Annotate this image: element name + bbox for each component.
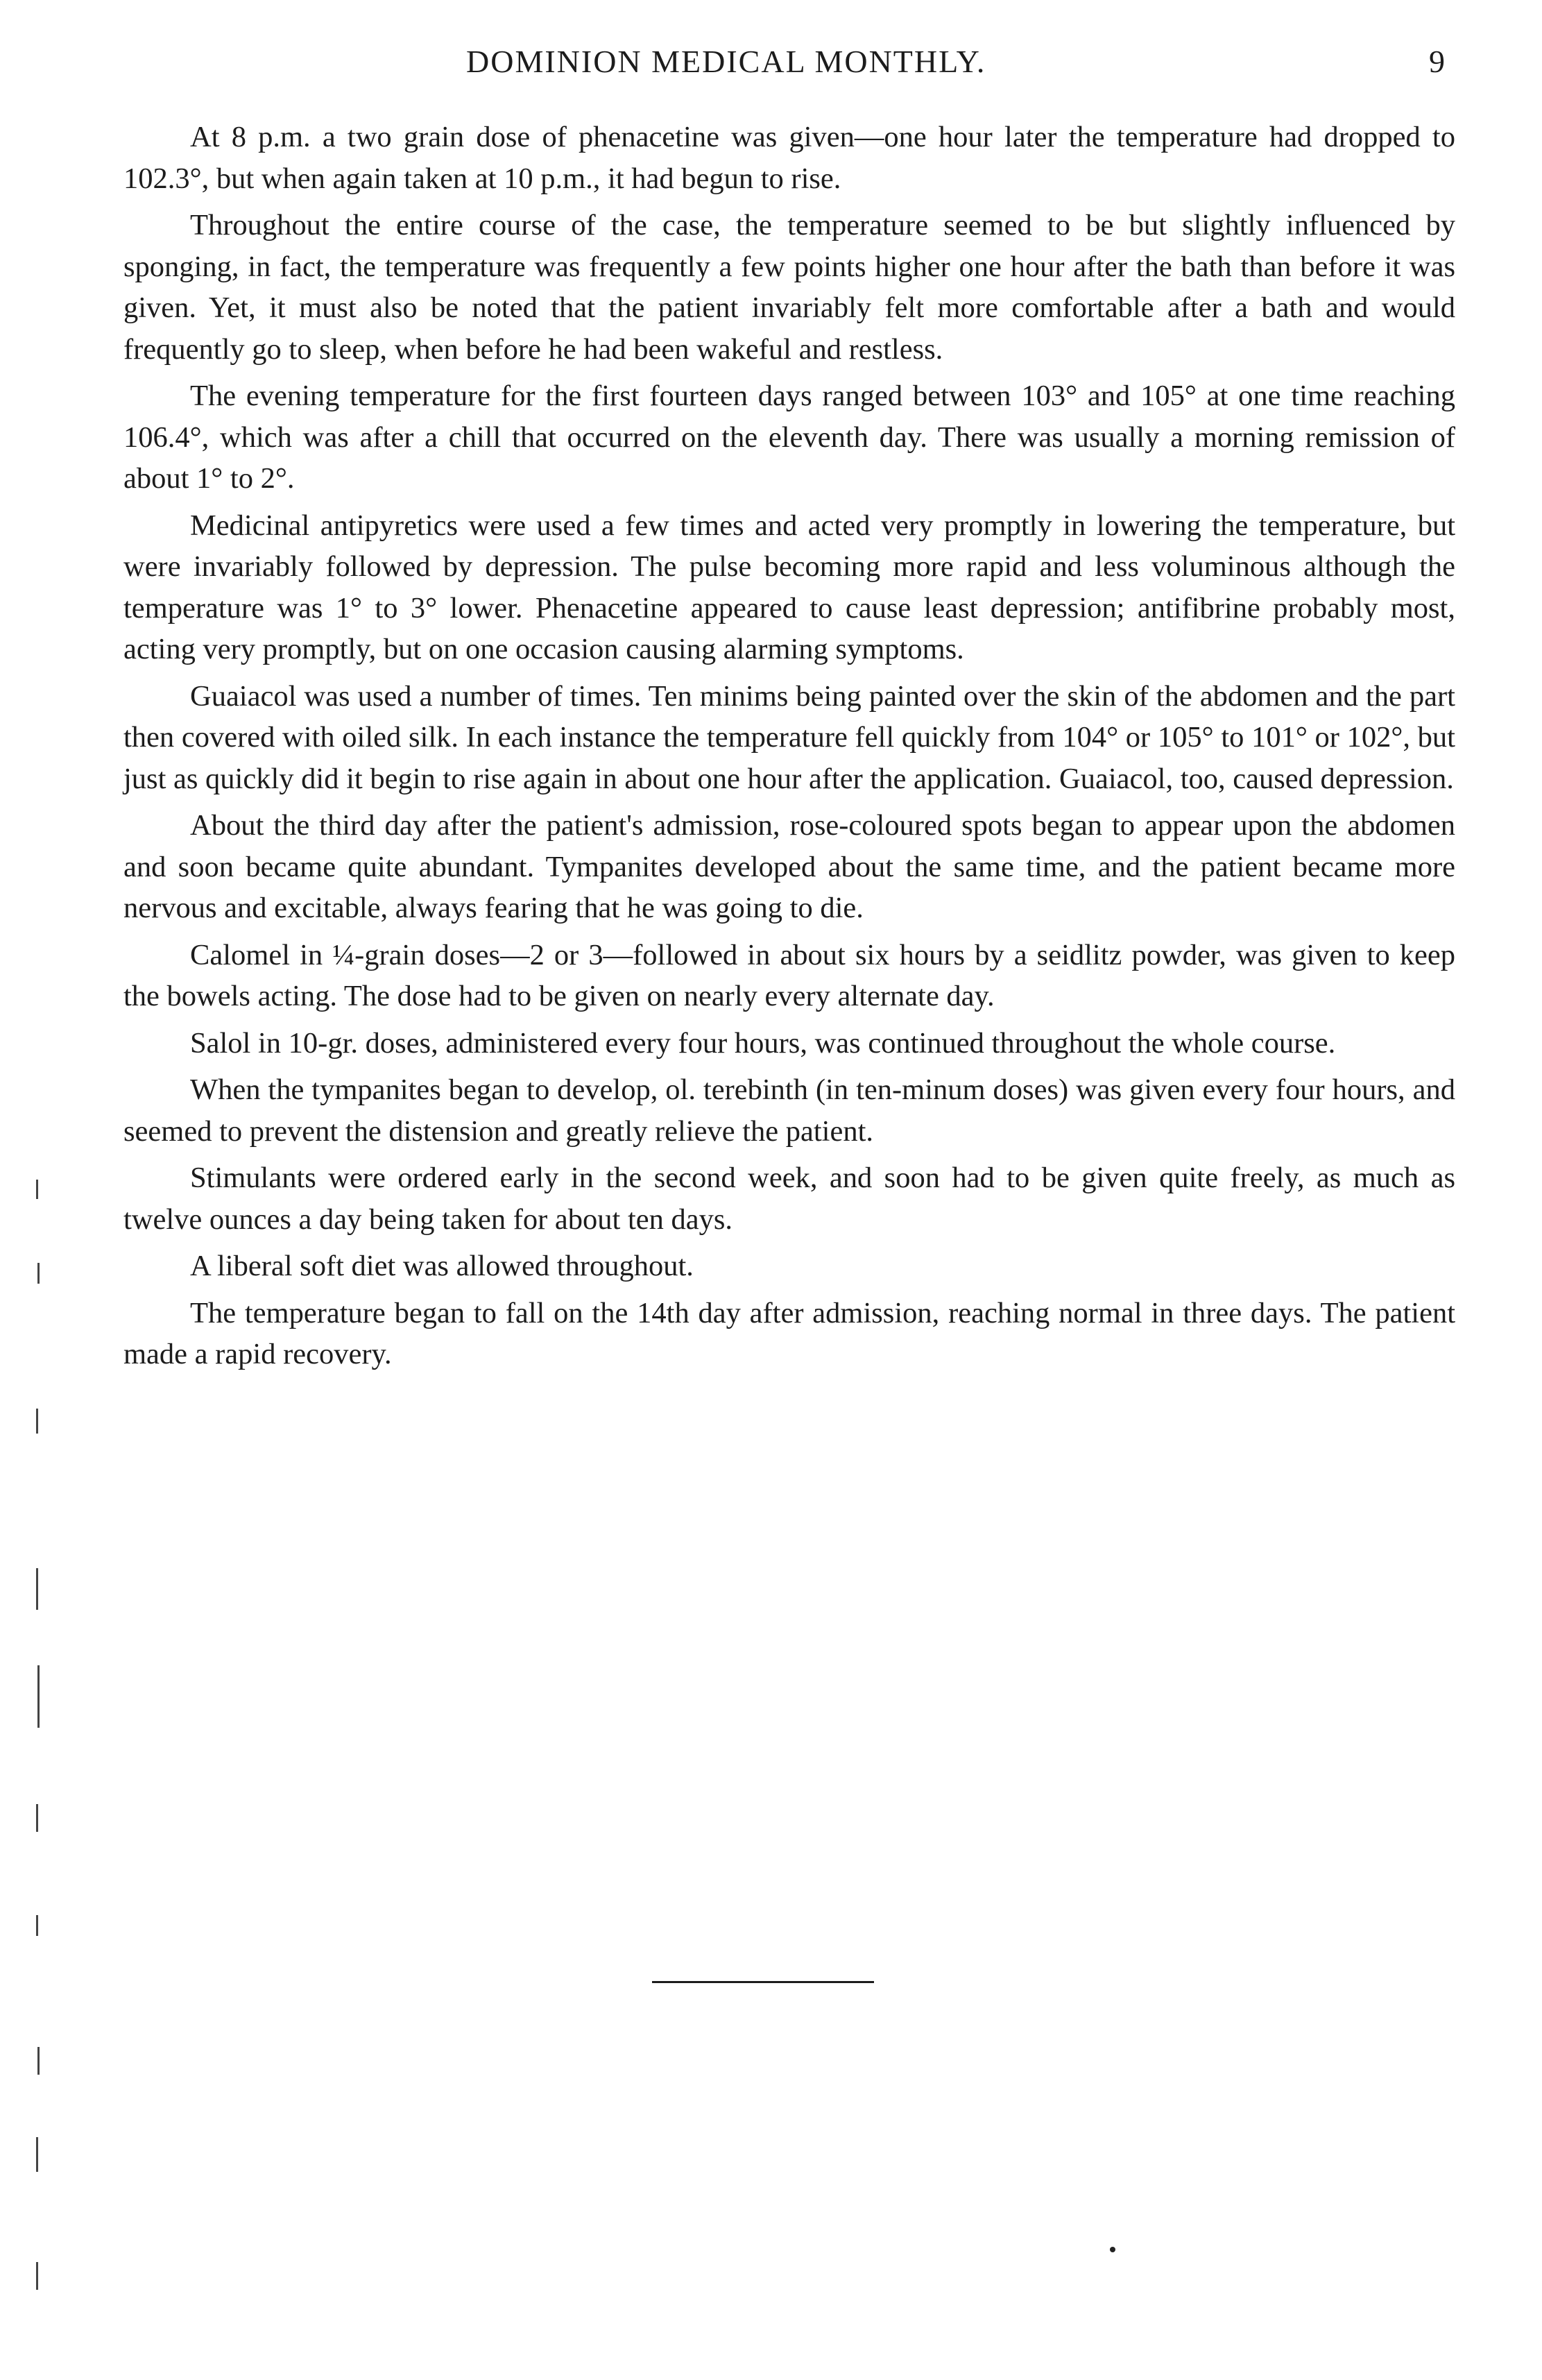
- paragraph: Stimulants were ordered early in the second week, and soon had to be given quite freely, as much as twelve ounces a day being taken for about ten days.: [123, 1162, 1455, 1236]
- article-body: [123, 117, 1455, 1375]
- paragraph: Salol in 10-gr. doses, administered every four hours, was continued throughout the whole course.: [190, 1026, 1336, 1060]
- paragraph: About the third day after the patient's admission, rose-coloured spots began to appear upon the abdomen and soon became quite abundant. Tympanites developed about the same time, and the patient became more nervous and excitable, always fearing that he was going to die.: [123, 809, 1455, 924]
- section-end-rule: [652, 1981, 874, 1983]
- page-number: 9: [1429, 44, 1445, 79]
- ink-dot: [1110, 2247, 1115, 2252]
- paragraph: Medicinal antipyretics were used a few times and acted very promptly in lowering the temperature, but were invariably followed by depression. The pulse becoming more rapid and less voluminous although the temperature was 1° to 3° lower. Phenacetine appeared to cause least depression; antifibrine probably most, acting very promptly, but on one occasion causing alarming symptoms.: [123, 509, 1455, 665]
- margin-mark: [36, 1180, 38, 1199]
- paragraph: At 8 p.m. a two grain dose of phenacetine was given—one hour later the temperature had dropped to 102.3°, but when again taken at 10 p.m., it had begun to rise.: [123, 121, 1455, 195]
- margin-mark: [36, 1409, 38, 1434]
- paragraph: The temperature began to fall on the 14th day after admission, reaching normal in three days. The patient made a rapid recovery.: [123, 1296, 1455, 1370]
- journal-title: DOMINION MEDICAL MONTHLY.: [466, 44, 986, 79]
- margin-mark: [37, 2047, 40, 2075]
- margin-mark: [36, 1915, 38, 1936]
- paragraph: The evening temperature for the first fourteen days ranged between 103° and 105° at one time reaching 106.4°, which was after a chill that occurred on the eleventh day. There was usually a morning remission of about 1° to 2°.: [123, 380, 1455, 495]
- paragraph: When the tympanites began to develop, ol. terebinth (in ten-minum doses) was given every four hours, and seemed to prevent the distension and greatly relieve the patient.: [123, 1073, 1455, 1148]
- margin-mark: [36, 2137, 38, 2172]
- margin-mark: [36, 1568, 38, 1610]
- paragraph: Throughout the entire course of the case, the temperature seemed to be but slightly influenced by sponging, in fact, the temperature was frequently a few points higher one hour after the bath than before it was given. Yet, it must also be noted that the patient invariably felt more comfortable after a bath and would frequently go to sleep, when before he had been wakeful and restless.: [123, 209, 1455, 366]
- margin-mark: [37, 1665, 40, 1728]
- margin-mark: [36, 1804, 38, 1832]
- binding-margin-marks: [28, 1180, 55, 2359]
- paragraph: A liberal soft diet was allowed throughout.: [190, 1250, 694, 1282]
- margin-mark: [36, 2262, 38, 2290]
- running-head: [0, 43, 1542, 92]
- paragraph: Calomel in ¼-grain doses—2 or 3—followed in about six hours by a seidlitz powder, was given to keep the bowels acting. The dose had to be given on nearly every alternate day.: [123, 938, 1455, 1012]
- margin-mark: [37, 1263, 40, 1284]
- paragraph: Guaiacol was used a number of times. Ten minims being painted over the skin of the abdomen and the part then covered with oiled silk. In each instance the temperature fell quickly from 104° or 105° to 101° or 102°, but just as quickly did it begin to rise again in about one hour after the application. Guaiacol, too, caused depression.: [123, 679, 1455, 795]
